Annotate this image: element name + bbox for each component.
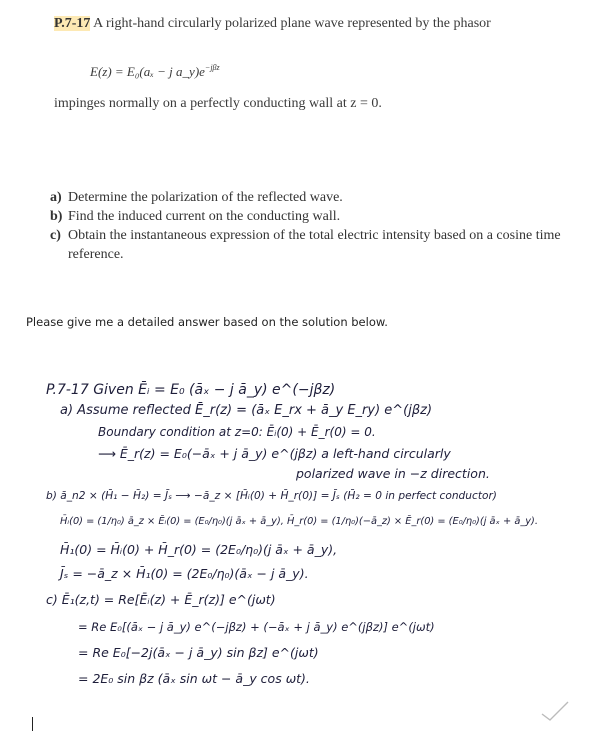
problem-number: P.7-17	[54, 16, 91, 31]
task-a	[50, 188, 570, 207]
checkmark-icon	[540, 700, 570, 722]
task-text: Obtain the instantaneous expression of the total electric intensity based on a cosine time reference.	[68, 228, 561, 262]
task-label: b)	[50, 209, 63, 224]
solution-a-line2: Boundary condition at z=0: Ēᵢ(0) + Ē_r(0) = 0.	[98, 425, 376, 439]
task-c	[50, 226, 570, 264]
solution-a-line1: a) Assume reflected Ē_r(z) = (āₓ E_rx + ā_y E_ry) e^(jβz)	[60, 403, 433, 418]
text-cursor	[32, 717, 33, 731]
solution-b-line1: b) ā_n2 × (H̄₁ − H̄₂) = J̄ₛ ⟶ −ā_z × [H̄ᵢ(0) + H̄_r(0)] = J̄ₛ (H̄₂ = 0 in perfect conductor)	[46, 490, 497, 502]
task-label: c)	[50, 228, 61, 243]
wave-equation-main: E(z) = E₀(aₓ − j a_y)e	[90, 64, 205, 79]
problem-statement	[54, 14, 574, 33]
task-text: Determine the polarization of the reflected wave.	[68, 190, 343, 205]
task-label: a)	[50, 190, 62, 205]
solution-b-line2: H̄ᵢ(0) = (1/η₀) ā_z × Ēᵢ(0) = (E₀/η₀)(j āₓ + ā_y), H̄_r(0) = (1/η₀)(−ā_z) × Ē_r(0) = (E₀/η₀)(j āₓ + ā_y).	[60, 516, 538, 527]
solution-a-line3: ⟶ Ē_r(z) = E₀(−āₓ + j ā_y) e^(jβz) a left-hand circularly	[98, 446, 451, 461]
task-b	[50, 207, 570, 226]
task-list	[50, 188, 570, 264]
wave-equation	[90, 63, 220, 80]
wave-equation-exponent: −jβz	[204, 63, 220, 72]
user-prompt: Please give me a detailed answer based on the solution below.	[26, 315, 388, 329]
impinges-text: impinges normally on a perfectly conducting wall at z = 0.	[54, 96, 382, 111]
solution-title: P.7-17 Given Ēᵢ = E₀ (āₓ − j ā_y) e^(−jβz)	[46, 382, 336, 398]
solution-b-line3: H̄₁(0) = H̄ᵢ(0) + H̄_r(0) = (2E₀/η₀)(j āₓ + ā_y),	[60, 542, 338, 557]
solution-b-line4: J̄ₛ = −ā_z × H̄₁(0) = (2E₀/η₀)(āₓ − j ā_y).	[60, 566, 309, 581]
solution-c-line3: = Re E₀[−2j(āₓ − j ā_y) sin βz] e^(jωt)	[78, 645, 319, 660]
problem-text: A right-hand circularly polarized plane wave represented by the phasor	[93, 16, 491, 31]
task-text: Find the induced current on the conducting wall.	[68, 209, 341, 224]
solution-c-line2: = Re E₀[(āₓ − j ā_y) e^(−jβz) + (−āₓ + j ā_y) e^(jβz)] e^(jωt)	[78, 620, 435, 634]
solution-c-line1: c) Ē₁(z,t) = Re[Ēᵢ(z) + Ē_r(z)] e^(jωt)	[46, 592, 276, 607]
solution-a-line4: polarized wave in −z direction.	[296, 466, 490, 481]
solution-c-line4: = 2E₀ sin βz (āₓ sin ωt − ā_y cos ωt).	[78, 671, 310, 686]
